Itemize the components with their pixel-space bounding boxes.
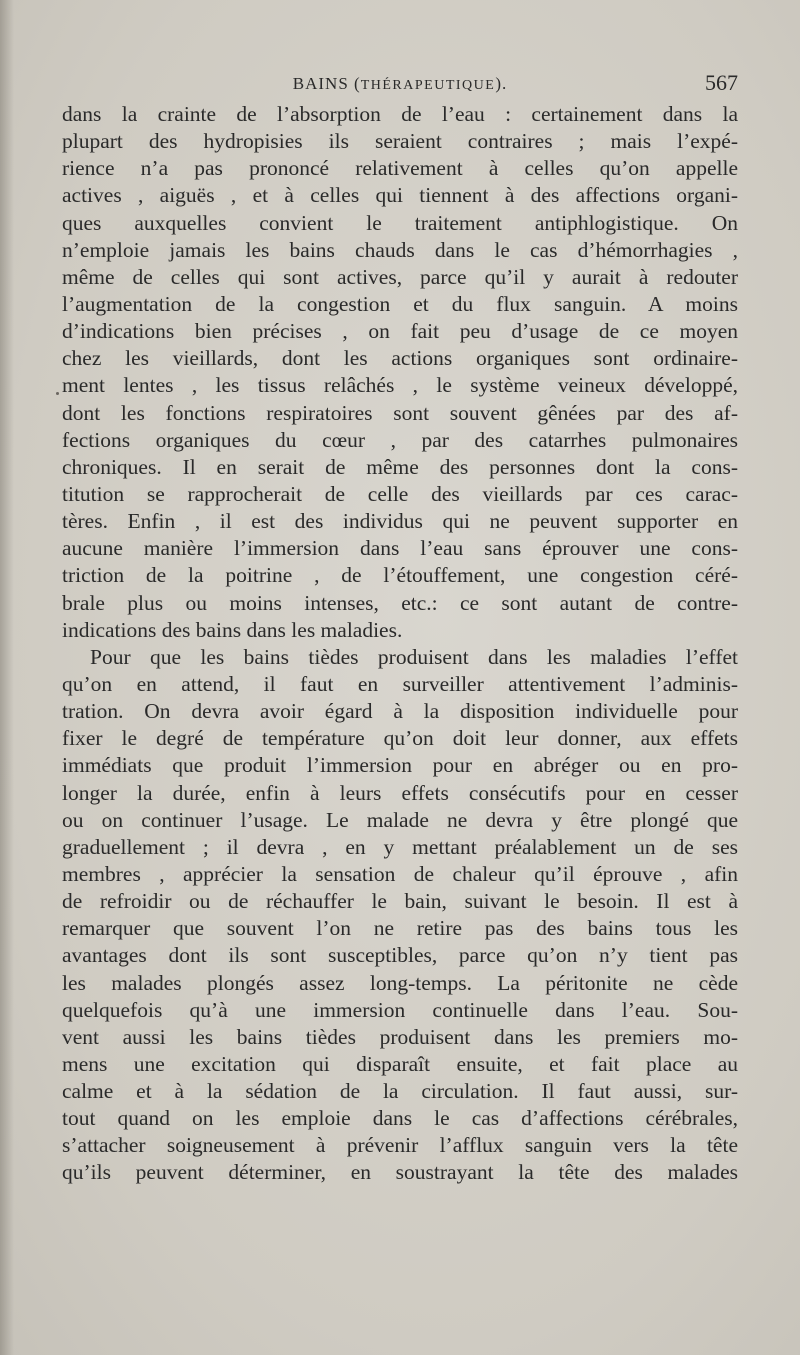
- text-line: remarquer que souvent l’on ne retire pas des bains tous les: [62, 916, 738, 941]
- text-line: vent aussi les bains tièdes produisent dans les premiers mo-: [62, 1024, 738, 1049]
- text-line: plupart des hydropisies ils seraient contraires ; mais l’expé-: [62, 129, 738, 154]
- text-line: de refroidir ou de réchauffer le bain, suivant le besoin. Il est à: [62, 889, 738, 914]
- text-line: qu’on en attend, il faut en surveiller attentivement l’adminis-: [62, 671, 738, 696]
- text-line: immédiats que produit l’immersion pour en abréger ou en pro-: [62, 753, 738, 778]
- text-line: chroniques. Il en serait de même des personnes dont la cons-: [62, 454, 738, 479]
- text-line: ques auxquelles convient le traitement antiphlogistique. On: [62, 210, 738, 235]
- running-head-sub: THÉRAPEUTIQUE: [360, 78, 496, 93]
- binding-shadow: [0, 0, 14, 1355]
- text-line: n’emploie jamais les bains chauds dans le cas d’hémorrhagies ,: [62, 237, 738, 262]
- text-line: mens une excitation qui disparaît ensuite, et fait place au: [62, 1051, 738, 1076]
- text-line: calme et à la sédation de la circulation. Il faut aussi, sur-: [62, 1079, 738, 1104]
- running-head-open: (: [348, 74, 361, 93]
- text-line: longer la durée, enfin à leurs effets consécutifs pour en cesser: [62, 780, 738, 805]
- running-head-close: ).: [495, 74, 508, 93]
- text-line: graduellement ; il devra , en y mettant préalablement un de ses: [62, 834, 738, 859]
- text-line: s’attacher soigneusement à prévenir l’afflux sanguin vers la tête: [62, 1133, 738, 1158]
- text-line: brale plus ou moins intenses, etc.: ce sont autant de contre-: [62, 590, 738, 615]
- text-line: l’augmentation de la congestion et du flux sanguin. A moins: [62, 291, 738, 316]
- text-line: membres , apprécier la sensation de chaleur qu’il éprouve , afin: [62, 861, 738, 886]
- running-head: [62, 74, 738, 94]
- text-line: quelquefois qu’à une immersion continuelle dans l’eau. Sou-: [62, 997, 738, 1022]
- text-line: avantages dont ils sont susceptibles, parce qu’on n’y tient pas: [62, 943, 738, 968]
- text-line: ou on continuer l’usage. Le malade ne devra y être plongé que: [62, 807, 738, 832]
- text-line: ment lentes , les tissus relâchés , le système veineux développé,: [62, 373, 738, 398]
- text-line: triction de la poitrine , de l’étouffement, une congestion céré-: [62, 563, 738, 588]
- paragraph-first-line: Pour que les bains tièdes produisent dans les maladies l’effet: [90, 644, 738, 669]
- text-line: les malades plongés assez long-temps. La péritonite ne cède: [62, 970, 738, 995]
- text-line: chez les vieillards, dont les actions organiques sont ordinaire-: [62, 346, 738, 371]
- text-line: rience n’a pas prononcé relativement à celles qu’on appelle: [62, 156, 738, 181]
- running-head-main: BAINS: [292, 74, 349, 93]
- page-number: 567: [705, 70, 738, 95]
- text-line: d’indications bien précises , on fait peu d’usage de ce moyen: [62, 319, 738, 344]
- text-line: fections organiques du cœur , par des catarrhes pulmonaires: [62, 427, 738, 452]
- paragraph-last-line: indications des bains dans les maladies.: [62, 617, 403, 642]
- text-line: même de celles qui sont actives, parce qu’il y aurait à redouter: [62, 264, 738, 289]
- text-line: qu’ils peuvent déterminer, en soustrayant la tête des malades: [62, 1160, 738, 1185]
- text-line: fixer le degré de température qu’on doit leur donner, aux effets: [62, 726, 738, 751]
- page-header: [62, 70, 738, 100]
- text-line: dans la crainte de l’absorption de l’eau : certainement dans la: [62, 102, 738, 126]
- body-text: [62, 101, 738, 1187]
- text-line: tration. On devra avoir égard à la disposition individuelle pour: [62, 699, 738, 724]
- text-line: dont les fonctions respiratoires sont souvent gênées par des af-: [62, 400, 738, 425]
- text-line: tères. Enfin , il est des individus qui ne peuvent supporter en: [62, 509, 738, 534]
- text-line: tout quand on les emploie dans le cas d’affections cérébrales,: [62, 1106, 738, 1131]
- text-line: aucune manière l’immersion dans l’eau sans éprouver une cons-: [62, 536, 738, 561]
- text-line: titution se rapprocherait de celle des vieillards par ces carac-: [62, 481, 738, 506]
- margin-speck: [56, 392, 59, 395]
- text-line: actives , aiguës , et à celles qui tiennent à des affections organi-: [62, 183, 738, 208]
